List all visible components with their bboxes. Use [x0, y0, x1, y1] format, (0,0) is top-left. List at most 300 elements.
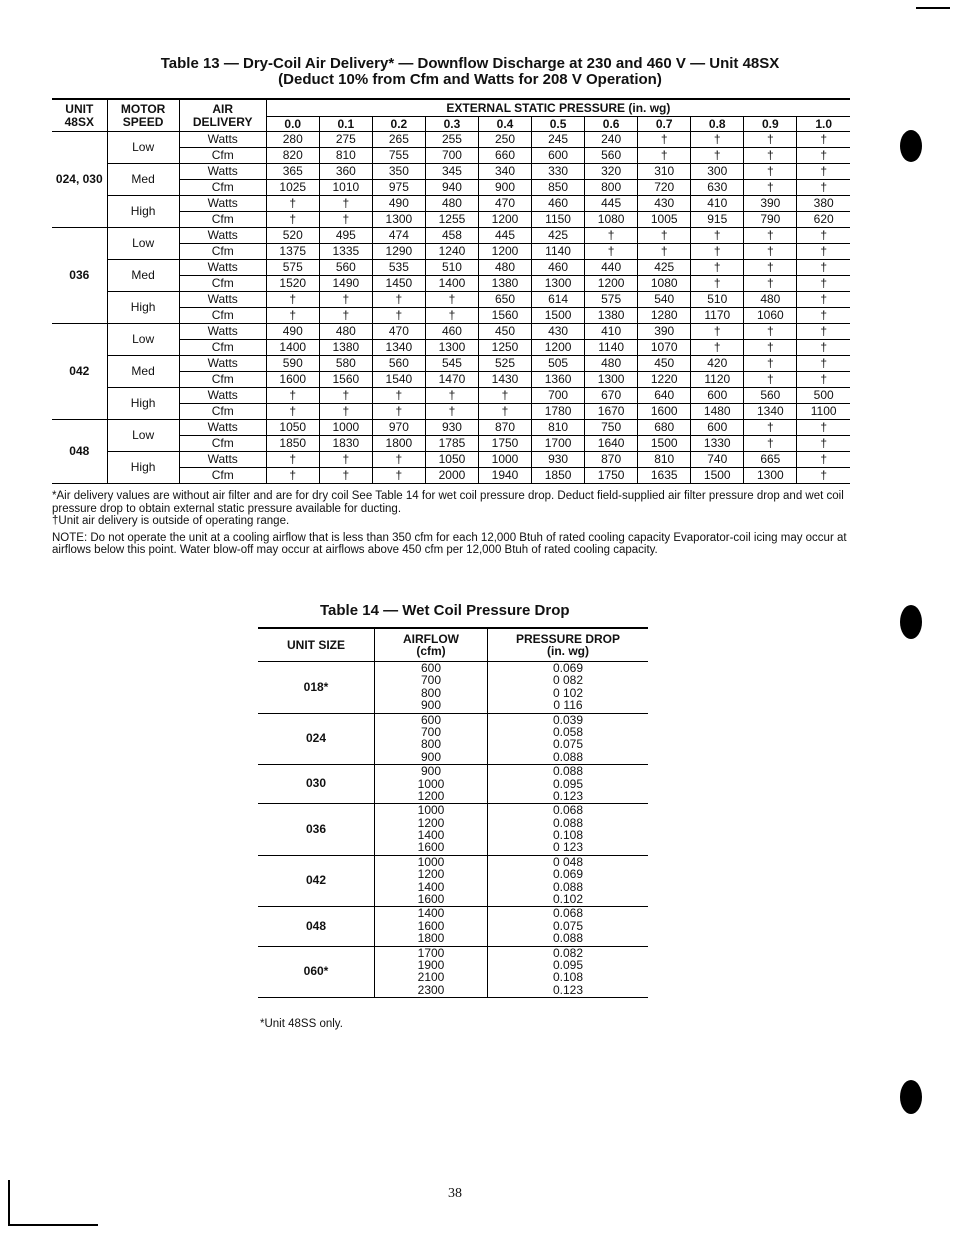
motor-speed-cell: Low [107, 324, 179, 356]
table-row [52, 260, 850, 276]
value-cell: 1200 [585, 276, 638, 292]
value-cell: 1470 [425, 372, 478, 388]
table-row [258, 855, 648, 907]
value-cell: † [319, 292, 372, 308]
value-cell: 1830 [319, 436, 372, 452]
value-cell: 1490 [319, 276, 372, 292]
value-cell: 915 [691, 212, 744, 228]
air-delivery-cell: Cfm [179, 276, 266, 292]
airflow-value: 1000 [417, 803, 445, 818]
airflow-value: 800 [420, 685, 442, 700]
value-cell: † [638, 244, 691, 260]
air-delivery-cell: Watts [179, 324, 266, 340]
airflow-value: 600 [420, 661, 442, 675]
value-cell: 1380 [319, 340, 372, 356]
value-cell: † [797, 292, 850, 308]
motor-speed-cell: High [107, 452, 179, 484]
wet-coil-pressure-drop-table [258, 627, 648, 998]
airflow-cell [375, 804, 488, 856]
header-motor-speed: MOTOR SPEED [107, 99, 179, 132]
value-cell: 575 [585, 292, 638, 308]
value-cell: † [744, 436, 797, 452]
value-cell: 310 [638, 164, 691, 180]
value-cell: 458 [425, 228, 478, 244]
footnote-dagger: †Unit air delivery is outside of operating range. [52, 515, 290, 527]
value-cell: 1300 [585, 372, 638, 388]
value-cell: 810 [638, 452, 691, 468]
value-cell: 1000 [319, 420, 372, 436]
value-cell: 320 [585, 164, 638, 180]
value-cell: 245 [532, 132, 585, 148]
value-cell: 1640 [585, 436, 638, 452]
value-cell: 1300 [372, 212, 425, 228]
value-cell: † [797, 452, 850, 468]
value-cell: 460 [532, 260, 585, 276]
value-cell: 450 [638, 356, 691, 372]
motor-speed-cell: Low [107, 228, 179, 260]
table-row [52, 324, 850, 340]
table-row [258, 804, 648, 856]
value-cell: 460 [425, 324, 478, 340]
value-cell: † [266, 212, 319, 228]
value-cell: † [266, 404, 319, 420]
value-cell: 1480 [691, 404, 744, 420]
value-cell: 800 [585, 180, 638, 196]
value-cell: † [319, 468, 372, 484]
value-cell: † [744, 164, 797, 180]
airflow-value: 900 [420, 698, 442, 713]
airflow-value: 1600 [417, 840, 445, 855]
pressure-drop-value: 0.069 [552, 661, 584, 675]
value-cell: 810 [532, 420, 585, 436]
value-cell: 340 [478, 164, 531, 180]
value-cell: 480 [425, 196, 478, 212]
value-cell: † [478, 404, 531, 420]
value-cell: 870 [585, 452, 638, 468]
value-cell: 425 [638, 260, 691, 276]
value-cell: 1635 [638, 468, 691, 484]
unit-size-cell: 042 [258, 855, 375, 907]
value-cell: 1005 [638, 212, 691, 228]
value-cell: 560 [744, 388, 797, 404]
value-cell: † [372, 452, 425, 468]
unit-cell: 024, 030 [52, 132, 107, 228]
corner-mark [8, 1180, 98, 1226]
air-delivery-cell: Cfm [179, 212, 266, 228]
value-cell: 1940 [478, 468, 531, 484]
pressure-drop-value: 0.075 [552, 918, 584, 933]
airflow-value: 1400 [417, 906, 445, 921]
value-cell: 790 [744, 212, 797, 228]
value-cell: 1100 [797, 404, 850, 420]
airflow-value: 1000 [417, 776, 445, 791]
value-cell: † [797, 340, 850, 356]
pressure-drop-value: 0.108 [552, 828, 584, 843]
table-row [52, 228, 850, 244]
value-cell: 420 [691, 356, 744, 372]
value-cell: 505 [532, 356, 585, 372]
value-cell: 1220 [638, 372, 691, 388]
pressure-drop-value: 0.075 [552, 737, 584, 752]
pressure-drop-value: 0.088 [552, 879, 584, 894]
unit-cell: 042 [52, 324, 107, 420]
unit-cell: 036 [52, 228, 107, 324]
motor-speed-cell: Low [107, 132, 179, 164]
value-cell: 390 [638, 324, 691, 340]
pressure-drop-cell [488, 907, 649, 946]
value-cell: 520 [266, 228, 319, 244]
value-cell: † [266, 452, 319, 468]
airflow-value: 700 [420, 724, 442, 739]
value-cell: † [319, 308, 372, 324]
page-number: 38 [448, 1186, 462, 1201]
value-cell: 590 [266, 356, 319, 372]
value-cell: 575 [266, 260, 319, 276]
value-cell: 750 [585, 420, 638, 436]
pressure-col-10: 1.0 [797, 117, 850, 132]
motor-speed-cell: High [107, 388, 179, 420]
value-cell: 620 [797, 212, 850, 228]
airflow-value: 1200 [417, 788, 445, 803]
air-delivery-cell: Watts [179, 388, 266, 404]
pressure-col-1: 0.1 [319, 117, 372, 132]
value-cell: 360 [319, 164, 372, 180]
value-cell: † [744, 132, 797, 148]
air-delivery-cell: Watts [179, 292, 266, 308]
value-cell: † [638, 228, 691, 244]
value-cell: † [425, 404, 478, 420]
table13-title [40, 56, 900, 88]
air-delivery-cell: Watts [179, 228, 266, 244]
motor-speed-cell: Med [107, 260, 179, 292]
value-cell: 755 [372, 148, 425, 164]
value-cell: 1450 [372, 276, 425, 292]
header-external-static-pressure: EXTERNAL STATIC PRESSURE (in. wg) [266, 99, 850, 117]
table-row [52, 132, 850, 148]
dry-coil-air-delivery-table [52, 98, 850, 484]
pressure-drop-value: 0.058 [552, 724, 584, 739]
value-cell: 1380 [478, 276, 531, 292]
value-cell: † [266, 388, 319, 404]
pressure-drop-value: 0.095 [552, 957, 584, 972]
pressure-drop-value: 0 102 [552, 685, 584, 700]
value-cell: 410 [585, 324, 638, 340]
airflow-cell [375, 662, 488, 714]
value-cell: † [797, 132, 850, 148]
airflow-value: 2100 [417, 970, 445, 985]
airflow-value: 1900 [417, 957, 445, 972]
motor-speed-cell: Med [107, 356, 179, 388]
pressure-drop-value: 0.068 [552, 803, 584, 818]
value-cell: 510 [425, 260, 478, 276]
table-row [258, 713, 648, 765]
air-delivery-cell: Watts [179, 452, 266, 468]
table14-footnote: *Unit 48SS only. [260, 1018, 343, 1030]
airflow-cell [375, 765, 488, 804]
value-cell: † [319, 212, 372, 228]
airflow-value: 700 [420, 673, 442, 688]
value-cell: † [319, 452, 372, 468]
airflow-value: 1600 [417, 918, 445, 933]
value-cell: 1500 [691, 468, 744, 484]
value-cell: † [744, 340, 797, 356]
value-cell: 445 [585, 196, 638, 212]
value-cell: 450 [478, 324, 531, 340]
airflow-value: 900 [420, 749, 442, 764]
unit-size-cell: 030 [258, 765, 375, 804]
value-cell: 345 [425, 164, 478, 180]
value-cell: 1200 [532, 340, 585, 356]
value-cell: 1750 [478, 436, 531, 452]
value-cell: 1170 [691, 308, 744, 324]
value-cell: 495 [319, 228, 372, 244]
value-cell: 1400 [266, 340, 319, 356]
value-cell: 1050 [425, 452, 478, 468]
value-cell: 560 [372, 356, 425, 372]
airflow-value: 600 [420, 712, 442, 727]
value-cell: 1060 [744, 308, 797, 324]
air-delivery-cell: Watts [179, 356, 266, 372]
pressure-col-5: 0.5 [532, 117, 585, 132]
air-delivery-cell: Watts [179, 420, 266, 436]
airflow-value: 800 [420, 737, 442, 752]
pressure-col-6: 0.6 [585, 117, 638, 132]
value-cell: 445 [478, 228, 531, 244]
value-cell: † [266, 292, 319, 308]
value-cell: 650 [478, 292, 531, 308]
unit-size-cell: 024 [258, 713, 375, 765]
value-cell: 1080 [638, 276, 691, 292]
value-cell: † [744, 372, 797, 388]
value-cell: † [691, 340, 744, 356]
value-cell: 1140 [585, 340, 638, 356]
binder-hole-2 [900, 605, 922, 639]
motor-speed-cell: Low [107, 420, 179, 452]
value-cell: 720 [638, 180, 691, 196]
air-delivery-cell: Watts [179, 132, 266, 148]
air-delivery-cell: Cfm [179, 340, 266, 356]
pressure-drop-value: 0.039 [552, 712, 584, 727]
pressure-drop-value: 0.088 [552, 749, 584, 764]
value-cell: 580 [319, 356, 372, 372]
value-cell: 1850 [532, 468, 585, 484]
value-cell: 1785 [425, 436, 478, 452]
value-cell: † [797, 276, 850, 292]
value-cell: † [744, 244, 797, 260]
value-cell: † [797, 420, 850, 436]
header-unit: UNIT 48SX [52, 99, 107, 132]
value-cell: 670 [585, 388, 638, 404]
table-row [258, 765, 648, 804]
value-cell: † [797, 324, 850, 340]
pressure-col-3: 0.3 [425, 117, 478, 132]
pressure-drop-value: 0 116 [553, 698, 583, 713]
value-cell: 1025 [266, 180, 319, 196]
value-cell: 700 [532, 388, 585, 404]
value-cell: 660 [478, 148, 531, 164]
value-cell: † [691, 132, 744, 148]
value-cell: 1850 [266, 436, 319, 452]
value-cell: 1150 [532, 212, 585, 228]
value-cell: † [797, 228, 850, 244]
value-cell: 600 [691, 420, 744, 436]
value-cell: † [372, 292, 425, 308]
value-cell: 1300 [744, 468, 797, 484]
pressure-drop-value: 0.095 [552, 776, 584, 791]
air-delivery-cell: Cfm [179, 436, 266, 452]
value-cell: 900 [478, 180, 531, 196]
value-cell: † [266, 196, 319, 212]
pressure-drop-value: 0.123 [552, 788, 584, 803]
airflow-cell [375, 713, 488, 765]
unit-size-cell: 048 [258, 907, 375, 946]
value-cell: 560 [319, 260, 372, 276]
value-cell: † [744, 420, 797, 436]
value-cell: 560 [585, 148, 638, 164]
air-delivery-cell: Cfm [179, 404, 266, 420]
value-cell: 460 [532, 196, 585, 212]
value-cell: † [319, 196, 372, 212]
value-cell: † [691, 260, 744, 276]
value-cell: 1080 [585, 212, 638, 228]
pressure-drop-cell [488, 855, 649, 907]
value-cell: 350 [372, 164, 425, 180]
header-unit-size: UNIT SIZE [258, 628, 375, 662]
value-cell: 280 [266, 132, 319, 148]
table-row [52, 420, 850, 436]
value-cell: 1050 [266, 420, 319, 436]
pressure-drop-value: 0.069 [552, 867, 584, 882]
pressure-drop-cell [488, 713, 649, 765]
table-row [52, 356, 850, 372]
value-cell: † [638, 132, 691, 148]
value-cell: 970 [372, 420, 425, 436]
air-delivery-cell: Cfm [179, 468, 266, 484]
value-cell: 1750 [585, 468, 638, 484]
air-delivery-cell: Cfm [179, 180, 266, 196]
value-cell: 480 [585, 356, 638, 372]
value-cell: † [797, 308, 850, 324]
unit-cell: 048 [52, 420, 107, 484]
value-cell: 1400 [425, 276, 478, 292]
airflow-cell [375, 907, 488, 946]
value-cell: 740 [691, 452, 744, 468]
unit-size-cell: 018* [258, 662, 375, 714]
pressure-drop-value: 0.082 [552, 945, 584, 960]
pressure-drop-value: 0.068 [552, 906, 584, 921]
table-row [258, 946, 648, 998]
pressure-drop-cell [488, 946, 649, 998]
value-cell: 265 [372, 132, 425, 148]
value-cell: † [797, 436, 850, 452]
value-cell: 600 [532, 148, 585, 164]
value-cell: 275 [319, 132, 372, 148]
table13-body [52, 132, 850, 484]
value-cell: 425 [532, 228, 585, 244]
value-cell: 390 [744, 196, 797, 212]
pressure-drop-value: 0.088 [552, 815, 584, 830]
air-delivery-cell: Cfm [179, 372, 266, 388]
value-cell: † [319, 404, 372, 420]
airflow-value: 1400 [417, 828, 445, 843]
airflow-value: 1600 [417, 892, 445, 907]
value-cell: 474 [372, 228, 425, 244]
value-cell: 1340 [744, 404, 797, 420]
value-cell: 1500 [532, 308, 585, 324]
value-cell: 430 [638, 196, 691, 212]
value-cell: 1670 [585, 404, 638, 420]
value-cell: 2000 [425, 468, 478, 484]
value-cell: 700 [425, 148, 478, 164]
value-cell: † [585, 244, 638, 260]
value-cell: † [744, 356, 797, 372]
value-cell: † [478, 388, 531, 404]
pressure-drop-value: 0.108 [552, 970, 584, 985]
pressure-drop-value: 0 082 [552, 673, 584, 688]
value-cell: 640 [638, 388, 691, 404]
table14-title: Table 14 — Wet Coil Pressure Drop [320, 602, 570, 619]
pressure-drop-value: 0.088 [552, 764, 584, 779]
table-row [258, 662, 648, 714]
value-cell: 330 [532, 164, 585, 180]
airflow-value: 1000 [417, 854, 445, 869]
value-cell: 480 [319, 324, 372, 340]
airflow-value: 1200 [417, 867, 445, 882]
value-cell: † [744, 324, 797, 340]
value-cell: 470 [478, 196, 531, 212]
value-cell: † [797, 468, 850, 484]
value-cell: 250 [478, 132, 531, 148]
air-delivery-cell: Watts [179, 164, 266, 180]
value-cell: 300 [691, 164, 744, 180]
top-edge-mark [916, 7, 950, 9]
value-cell: 535 [372, 260, 425, 276]
table-row [258, 907, 648, 946]
value-cell: † [425, 308, 478, 324]
value-cell: 1335 [319, 244, 372, 260]
value-cell: 1200 [478, 244, 531, 260]
motor-speed-cell: Med [107, 164, 179, 196]
airflow-value: 1200 [417, 815, 445, 830]
value-cell: † [372, 388, 425, 404]
table-row [52, 452, 850, 468]
value-cell: † [797, 164, 850, 180]
value-cell: 490 [266, 324, 319, 340]
value-cell: 930 [425, 420, 478, 436]
value-cell: † [638, 148, 691, 164]
value-cell: † [744, 276, 797, 292]
value-cell: 430 [532, 324, 585, 340]
value-cell: 930 [532, 452, 585, 468]
pressure-drop-cell [488, 662, 649, 714]
value-cell: 1240 [425, 244, 478, 260]
air-delivery-cell: Watts [179, 260, 266, 276]
value-cell: † [691, 148, 744, 164]
value-cell: 1250 [478, 340, 531, 356]
airflow-value: 1400 [417, 879, 445, 894]
value-cell: 1070 [638, 340, 691, 356]
value-cell: † [797, 244, 850, 260]
value-cell: † [797, 180, 850, 196]
value-cell: 255 [425, 132, 478, 148]
value-cell: 1520 [266, 276, 319, 292]
value-cell: 820 [266, 148, 319, 164]
pressure-drop-value: 0 048 [552, 854, 584, 869]
value-cell: † [797, 356, 850, 372]
value-cell: † [744, 180, 797, 196]
value-cell: † [691, 244, 744, 260]
value-cell: † [744, 260, 797, 276]
